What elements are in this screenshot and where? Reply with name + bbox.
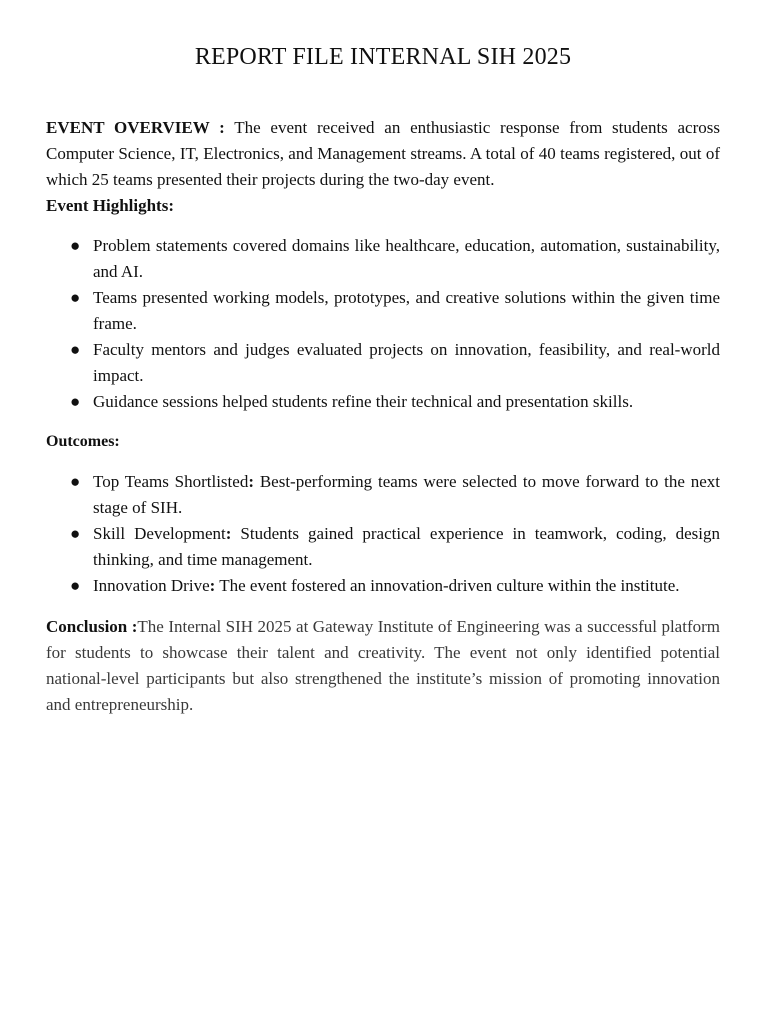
highlight-text: Guidance sessions helped students refine their technical and presentation skills. (93, 392, 634, 411)
conclusion-paragraph (46, 614, 720, 718)
outcome-label: Innovation Drive (93, 576, 210, 595)
list-item (46, 469, 720, 521)
bullet-icon: ● (70, 392, 81, 411)
outcome-label: Top Teams Shortlisted (93, 472, 249, 491)
outcome-label: Skill Development (93, 524, 226, 543)
outcome-text: Students gained practical experience in teamwork, coding, design thinking, and time management. (93, 524, 720, 569)
event-overview-paragraph (46, 115, 720, 193)
conclusion-text: The Internal SIH 2025 at Gateway Institute of Engineering was a successful platform for students to showcase their talent and creativity. The event not only identified potential national-level participants but also strengthened the institute’s mission of promoting innovation and entrepreneurship. (46, 617, 720, 714)
outcome-separator: : (209, 576, 216, 595)
outcomes-list (46, 469, 720, 599)
outcome-separator: : (248, 472, 254, 491)
outcome-text: Best-performing teams were selected to move forward to the next stage of SIH. (93, 472, 721, 517)
highlight-text: Faculty mentors and judges evaluated projects on innovation, feasibility, and real-world impact. (93, 340, 720, 385)
bullet-icon: ● (70, 236, 81, 255)
list-item (46, 337, 720, 389)
bullet-icon: ● (70, 340, 81, 359)
outcomes-heading: Outcomes: (46, 433, 120, 450)
event-overview-text: The event received an enthusiastic response from students across Computer Science, IT, Electronics, and Management streams. A total of 40 teams registered, out of which 25 teams presented their projects during the two-day event. (46, 118, 720, 189)
bullet-icon: ● (70, 472, 81, 491)
bullet-icon: ● (70, 576, 81, 595)
highlights-list (46, 233, 720, 415)
highlights-heading: Event Highlights: (46, 196, 174, 215)
list-item (46, 285, 720, 337)
conclusion-label: Conclusion : (46, 617, 138, 636)
event-overview-label: EVENT OVERVIEW : (46, 118, 225, 137)
bullet-icon: ● (70, 288, 81, 307)
list-item (46, 573, 720, 599)
list-item (46, 389, 720, 415)
highlight-text: Problem statements covered domains like healthcare, education, automation, sustainability, and AI. (93, 236, 720, 281)
outcome-text: The event fostered an innovation-driven culture within the institute. (215, 576, 680, 595)
list-item (46, 521, 720, 573)
highlight-text: Teams presented working models, prototypes, and creative solutions within the given time frame. (93, 288, 720, 333)
outcome-separator: : (225, 524, 232, 543)
list-item (46, 233, 720, 285)
bullet-icon: ● (70, 524, 81, 543)
page-title: REPORT FILE INTERNAL SIH 2025 (194, 44, 572, 70)
